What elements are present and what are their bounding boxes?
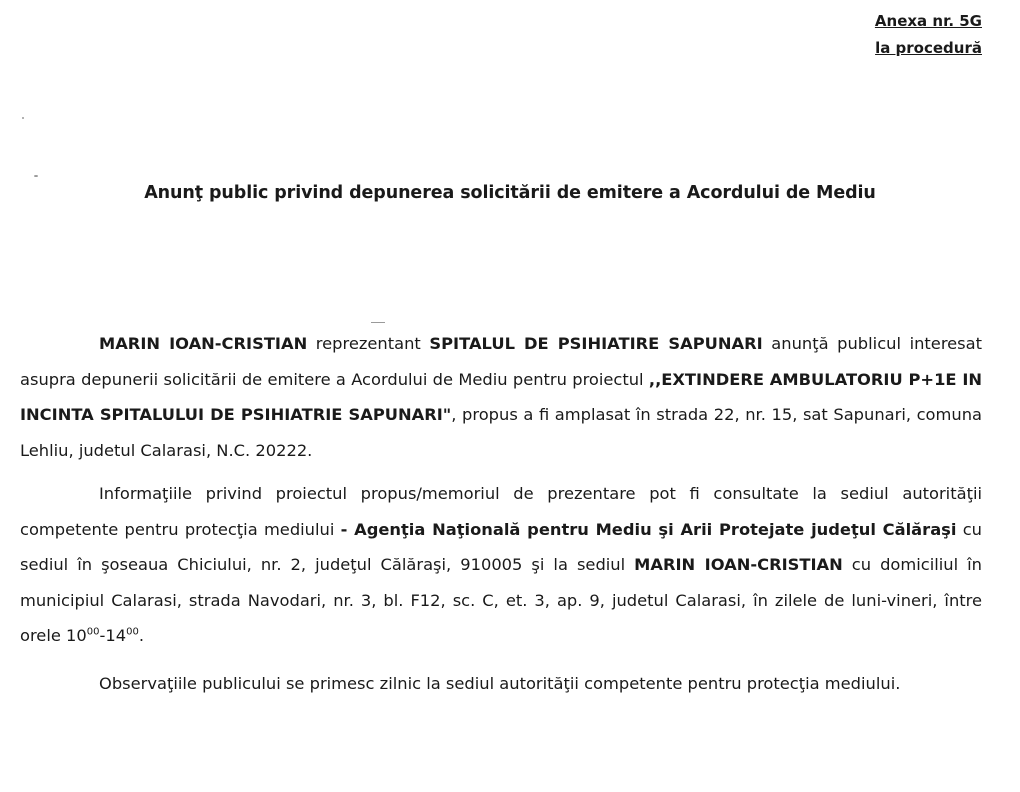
document-body [20, 326, 982, 701]
text-segment: anunţă publicul interesat asupra depunerii solicitării de emitere a Acordului de Mediu pentru proiectul [20, 334, 983, 389]
text-segment: Informaţiile privind proiectul propus/memoriul de prezentare pot fi consultate la sediul autorităţii competente pentru protecţia mediului [20, 484, 982, 539]
text-segment: , propus a fi amplasat în strada 22, nr. 15, sat Sapunari, comuna Lehliu, judetul Calarasi, N.C. 20222. [20, 405, 982, 460]
annex-procedure: la procedură [875, 39, 982, 57]
text-segment: -14 [99, 626, 127, 645]
text-segment: . [138, 626, 144, 645]
applicant-name: MARIN IOAN-CRISTIAN [99, 334, 308, 353]
text-segment: cu domiciliul în municipiul Calarasi, strada Navodari, nr. 3, bl. F12, sc. C, et. 3, ap. 9, judetul Calarasi, în zilele de luni-vineri, între orele 10 [20, 555, 982, 645]
hours-end-minutes: 00 [126, 626, 139, 638]
annex-reference [875, 8, 982, 62]
page-title: Anunţ public privind depunerea solicitării de emitere a Acordului de Mediu [144, 183, 876, 203]
agency-name: - Agenţia Naţională pentru Mediu şi Arii Protejate judeţul Călăraşi [340, 519, 957, 539]
scan-speck [22, 117, 24, 119]
text-segment: cu sediul în şoseaua Chiciului, nr. 2, judeţul Călăraşi, 910005 şi la sediul [20, 519, 982, 574]
text-segment: reprezentant [307, 334, 430, 353]
hours-start-minutes: 00 [86, 626, 100, 638]
applicant-name: MARIN IOAN-CRISTIAN [634, 555, 843, 574]
paragraph-announcement [20, 326, 982, 468]
scan-speck [371, 322, 385, 323]
project-name: ,,EXTINDERE AMBULATORIU P+1E IN INCINTA SPITALULUI DE PSIHIATRIE SAPUNARI" [20, 369, 983, 424]
scan-speck [34, 175, 38, 177]
paragraph-consultation [20, 476, 982, 654]
organization-name: SPITALUL DE PSIHIATIRE SAPUNARI [429, 334, 763, 353]
annex-number: Anexa nr. 5G [874, 12, 982, 30]
paragraph-observations: Observaţiile publicului se primesc zilnic la sediul autorităţii competente pentru protecţia mediului. [99, 673, 901, 693]
